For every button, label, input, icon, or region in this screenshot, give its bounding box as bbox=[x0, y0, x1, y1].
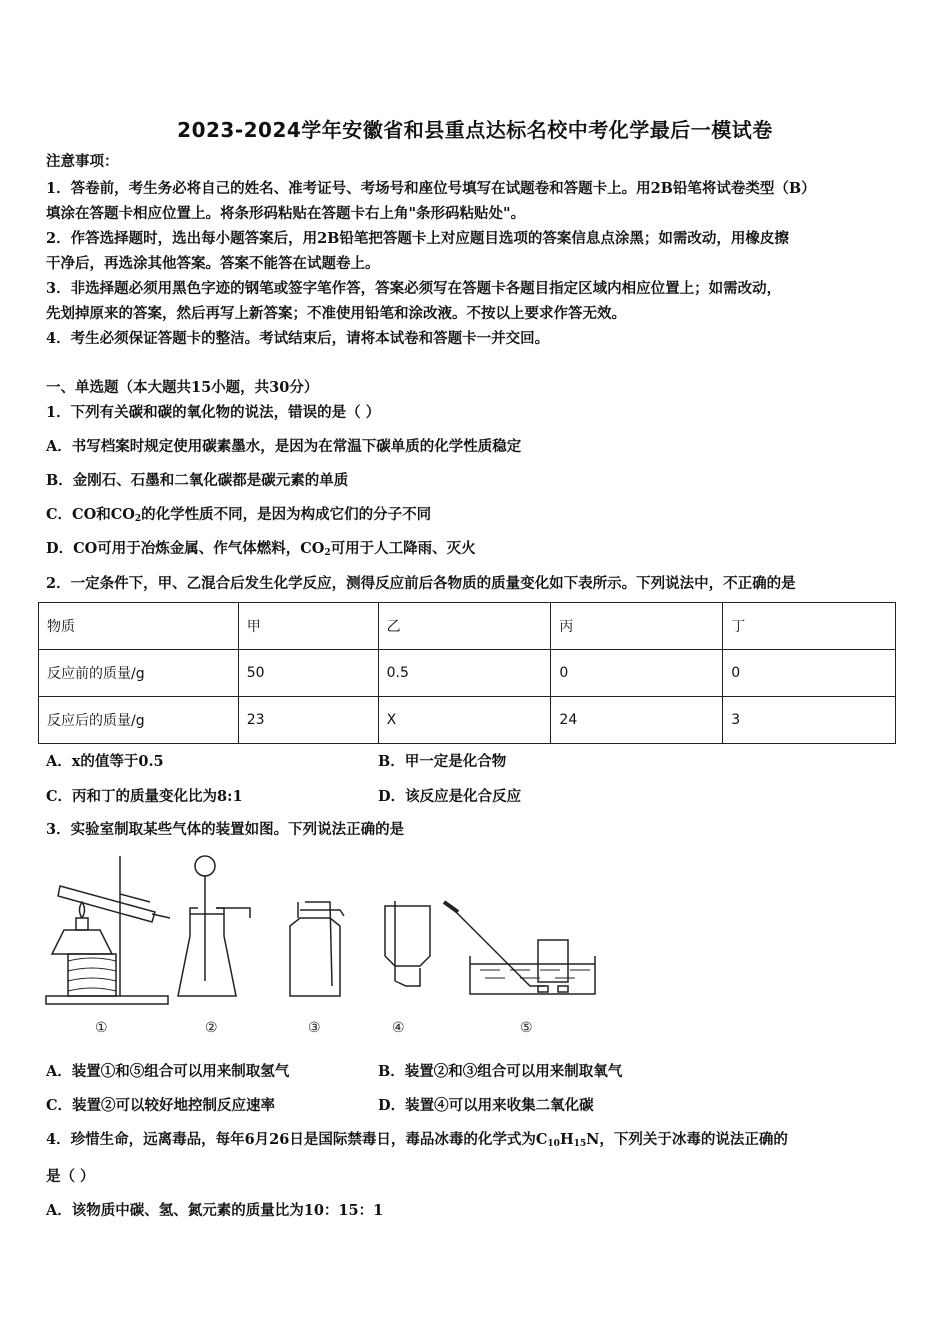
table-cell: 反应前的质量/g bbox=[39, 650, 239, 697]
apparatus-3-icon bbox=[290, 902, 344, 996]
notice-line: 1．答卷前，考生务必将自己的姓名、准考证号、考场号和座位号填写在试题卷和答题卡上。用2B铅笔将试卷类型（B） bbox=[46, 180, 816, 197]
table-row bbox=[39, 650, 896, 697]
table-cell: 丙 bbox=[551, 603, 723, 650]
table-cell: 23 bbox=[238, 697, 378, 744]
notice-line: 干净后，再选涂其他答案。答案不能答在试题卷上。 bbox=[46, 255, 380, 272]
notice-line: 3．非选择题必须用黑色字迹的钢笔或签字笔作答，答案必须写在答题卡各题目指定区域内相应位置上；如需改动， bbox=[46, 280, 782, 297]
table-row bbox=[39, 697, 896, 744]
notice-line: 填涂在答题卡相应位置上。将条形码粘贴在答题卡右上角"条形码粘贴处"。 bbox=[46, 205, 526, 222]
apparatus-1-icon bbox=[46, 856, 170, 1004]
notice-line: 先划掉原来的答案，然后再写上新答案；不准使用铅笔和涂改液。不按以上要求作答无效。 bbox=[46, 305, 626, 322]
q4-option-a[interactable]: A．该物质中碳、氢、氮元素的质量比为10：15：1 bbox=[46, 1202, 384, 1219]
subscript: 10 bbox=[547, 1139, 560, 1149]
section-heading: 一、单选题（本大题共15小题，共30分） bbox=[46, 379, 319, 396]
q4-text: 4．珍惜生命，远离毒品，每年6月26日是国际禁毒日，毒品冰毒的化学式为C bbox=[46, 1131, 548, 1148]
q3-option-d[interactable]: D．装置④可以用来收集二氧化碳 bbox=[378, 1097, 594, 1114]
table-cell: 50 bbox=[238, 650, 378, 697]
apparatus-5-icon bbox=[444, 902, 595, 994]
q1-option-c[interactable] bbox=[46, 503, 431, 524]
table-cell: 0 bbox=[551, 650, 723, 697]
question-3-stem: 3．实验室制取某些气体的装置如图。下列说法正确的是 bbox=[46, 821, 405, 838]
table-cell: 0.5 bbox=[378, 650, 551, 697]
q4-text: H bbox=[559, 1131, 574, 1148]
q3-option-c[interactable]: C．装置②可以较好地控制反应速率 bbox=[46, 1097, 276, 1114]
q1-c-text: C．CO和CO bbox=[46, 506, 135, 523]
question-4-stem-cont: 是（ ） bbox=[46, 1168, 95, 1185]
q2-option-c[interactable]: C．丙和丁的质量变化比为8:1 bbox=[46, 788, 243, 805]
notice-line: 2．作答选择题时，选出每小题答案后，用2B铅笔把答题卡上对应题目选项的答案信息点涂黑；如需改动，用橡皮擦 bbox=[46, 230, 789, 247]
apparatus-4-icon bbox=[385, 901, 430, 986]
figure-label-3: ③ bbox=[308, 1020, 321, 1036]
table-cell: 反应后的质量/g bbox=[39, 697, 239, 744]
figure-label-1: ① bbox=[95, 1020, 108, 1036]
table-cell: 乙 bbox=[378, 603, 551, 650]
q3-option-a[interactable]: A．装置①和⑤组合可以用来制取氢气 bbox=[46, 1063, 290, 1080]
mass-table bbox=[38, 602, 896, 744]
q2-option-d[interactable]: D．该反应是化合反应 bbox=[378, 788, 522, 805]
table-cell: 丁 bbox=[723, 603, 896, 650]
q1-d-text: D．CO可用于冶炼金属、作气体燃料，CO bbox=[46, 540, 325, 557]
q1-option-d[interactable] bbox=[46, 537, 476, 558]
question-1-stem: 1．下列有关碳和碳的氧化物的说法，错误的是（ ） bbox=[46, 404, 381, 421]
q2-option-b[interactable]: B．甲一定是化合物 bbox=[378, 753, 507, 770]
apparatus-2-icon bbox=[178, 856, 250, 996]
page-title: 2023-2024学年安徽省和县重点达标名校中考化学最后一模试卷 bbox=[177, 118, 773, 142]
table-cell: 3 bbox=[723, 697, 896, 744]
q3-option-b[interactable]: B．装置②和③组合可以用来制取氧气 bbox=[378, 1063, 623, 1080]
table-header-row bbox=[39, 603, 896, 650]
q1-d-text: 可用于人工降雨、灭火 bbox=[330, 540, 476, 557]
table-cell: X bbox=[378, 697, 551, 744]
q1-option-b[interactable]: B．金刚石、石墨和二氧化碳都是碳元素的单质 bbox=[46, 472, 349, 489]
q1-c-text: 的化学性质不同，是因为构成它们的分子不同 bbox=[141, 506, 432, 523]
table-cell: 物质 bbox=[39, 603, 239, 650]
q2-option-a[interactable]: A．x的值等于0.5 bbox=[46, 753, 164, 770]
table-cell: 0 bbox=[723, 650, 896, 697]
subscript: 2 bbox=[134, 514, 142, 524]
figure-label-4: ④ bbox=[392, 1020, 405, 1036]
subscript: 2 bbox=[324, 548, 331, 558]
table-cell: 甲 bbox=[238, 603, 378, 650]
notice-heading: 注意事项： bbox=[46, 153, 119, 170]
table-cell: 24 bbox=[551, 697, 723, 744]
question-4-stem bbox=[46, 1128, 788, 1149]
subscript: 15 bbox=[573, 1139, 587, 1149]
apparatus-figure bbox=[40, 846, 620, 1046]
q1-option-a[interactable]: A．书写档案时规定使用碳素墨水，是因为在常温下碳单质的化学性质稳定 bbox=[46, 438, 522, 455]
notice-line: 4．考生必须保证答题卡的整洁。考试结束后，请将本试卷和答题卡一并交回。 bbox=[46, 330, 550, 347]
figure-label-5: ⑤ bbox=[520, 1020, 533, 1036]
figure-label-2: ② bbox=[205, 1020, 218, 1036]
q4-text: N，下列关于冰毒的说法正确的 bbox=[586, 1131, 788, 1148]
question-2-stem: 2．一定条件下，甲、乙混合后发生化学反应，测得反应前后各物质的质量变化如下表所示。下列说法中，不正确的是 bbox=[46, 575, 796, 592]
